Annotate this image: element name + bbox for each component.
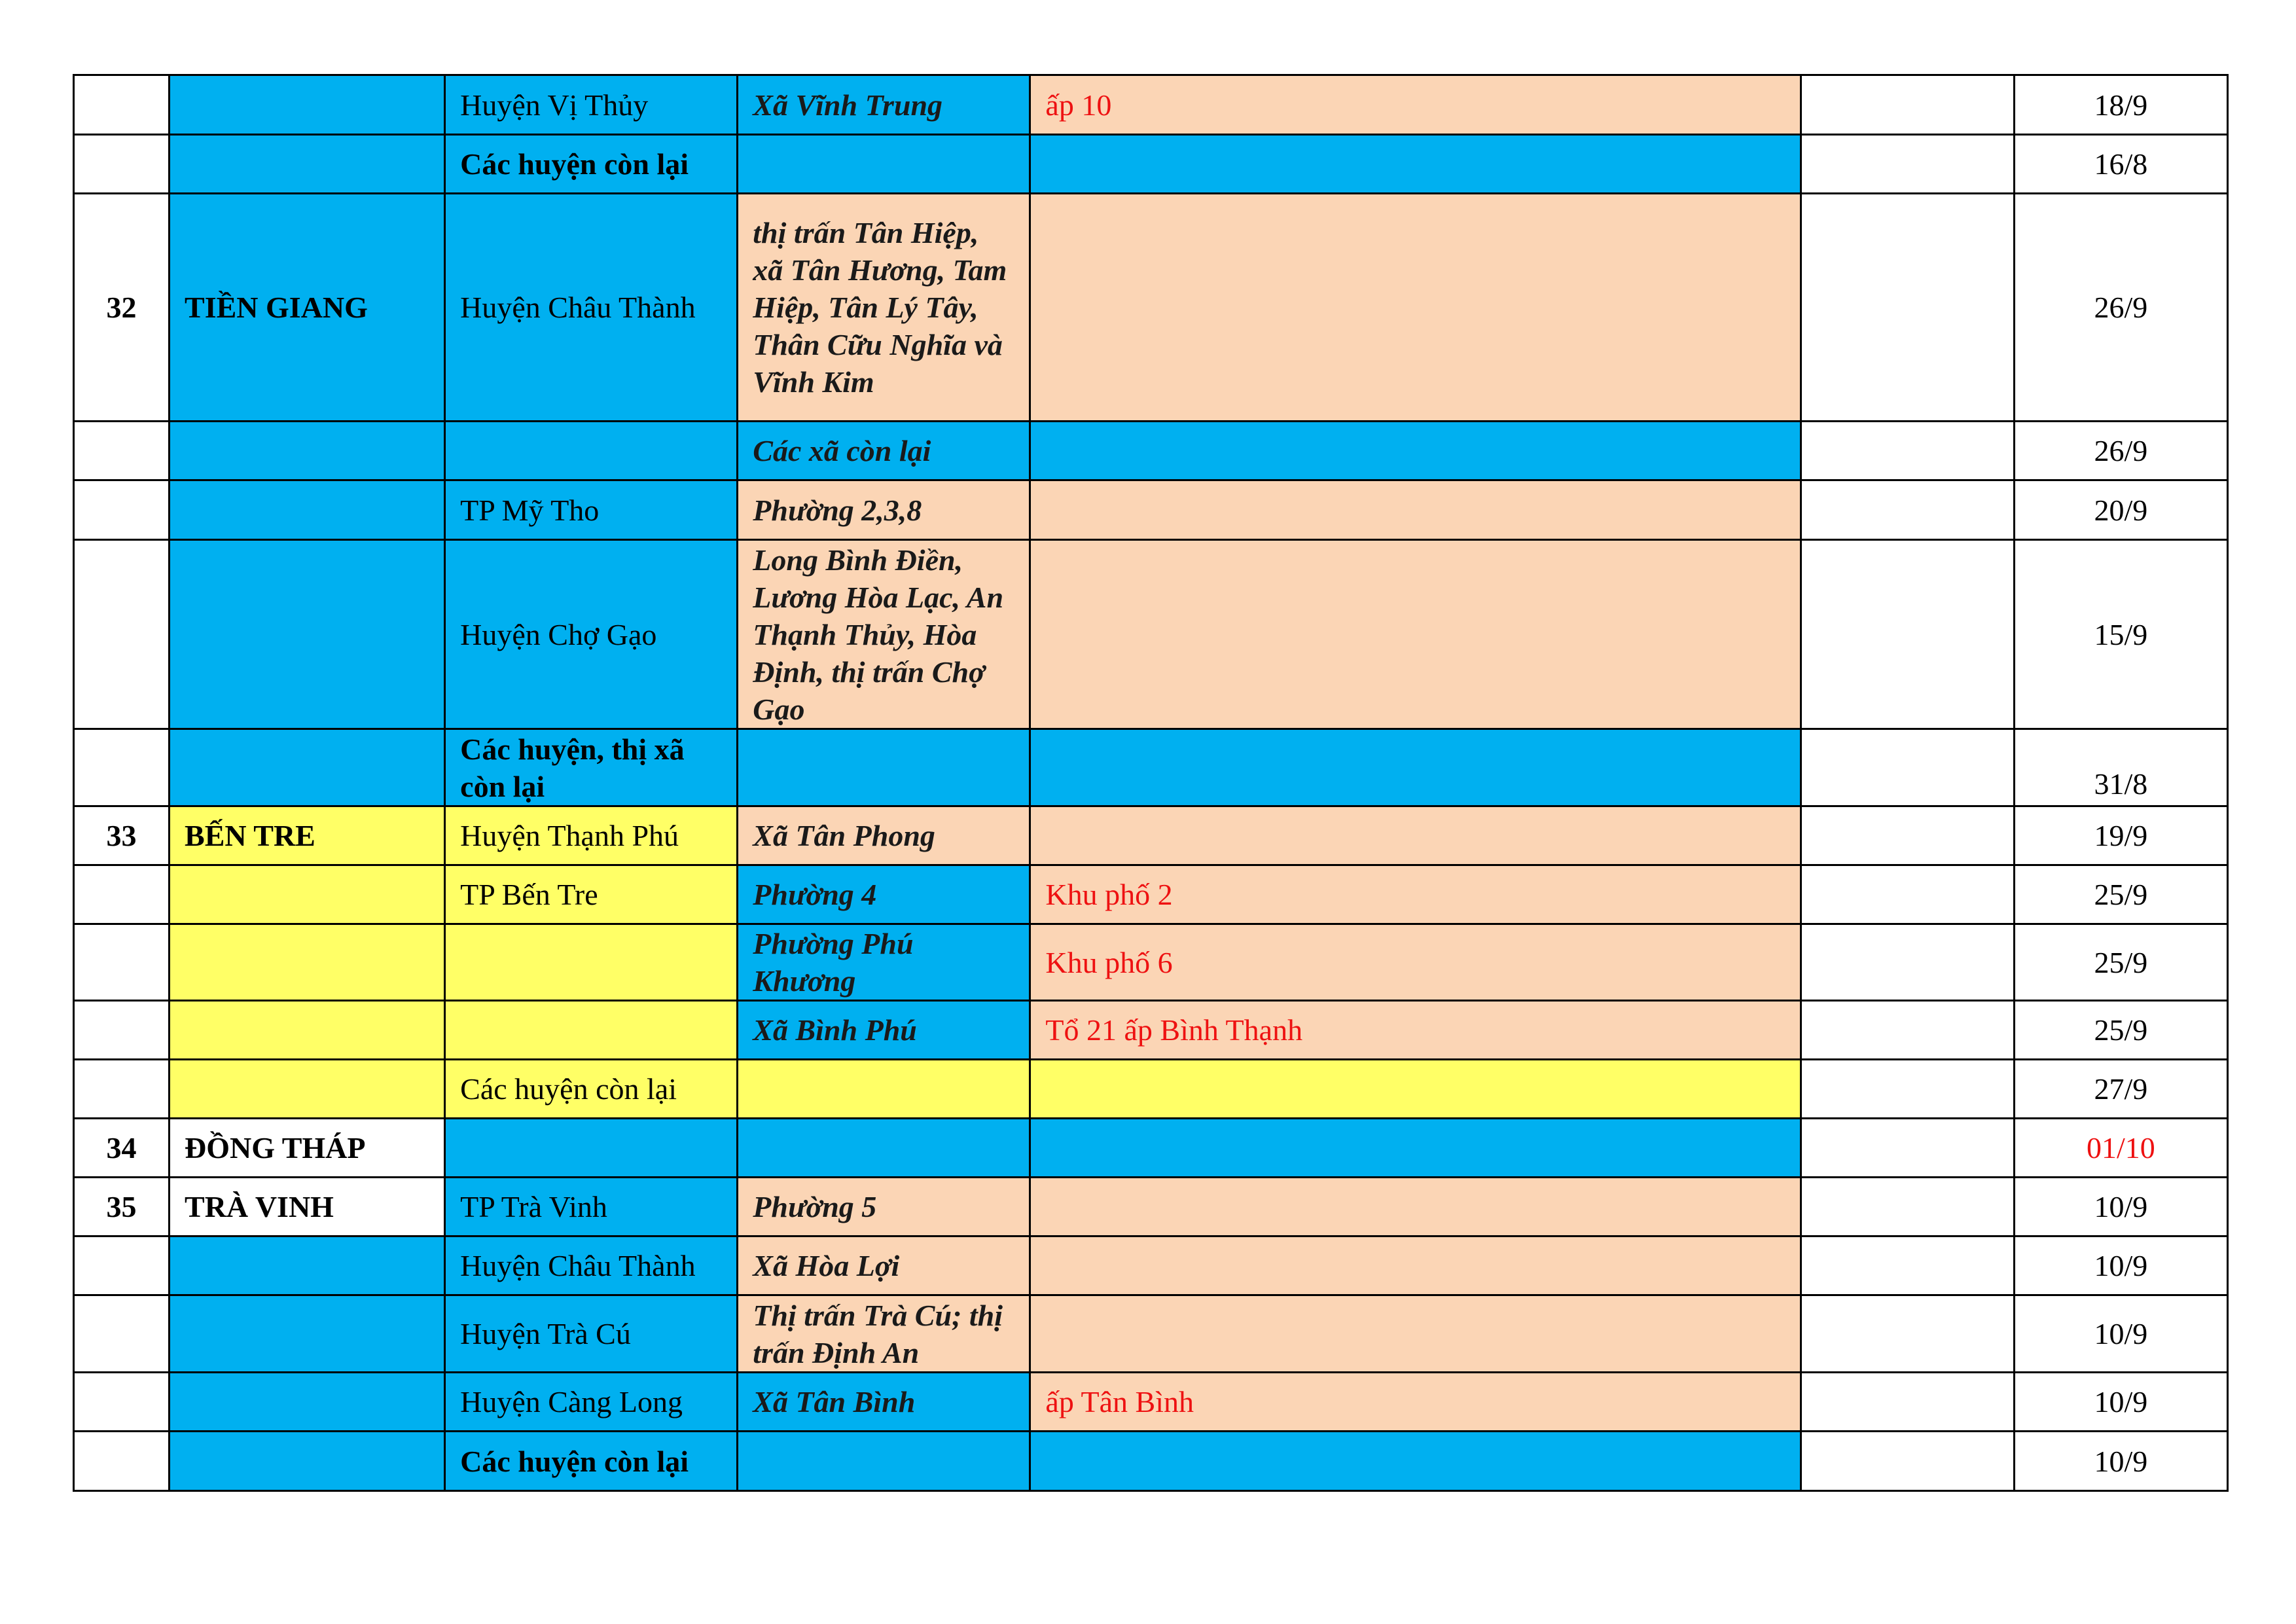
district-cell: TP Mỹ Tho	[445, 480, 738, 540]
hamlet-cell	[1030, 1060, 1801, 1119]
commune-cell: thị trấn Tân Hiệp, xã Tân Hương, Tam Hiệp, Tân Lý Tây, Thân Cữu Nghĩa và Vĩnh Kim	[738, 194, 1030, 422]
date-cell: 19/9	[2014, 806, 2227, 865]
commune-cell: Phường 4	[738, 865, 1030, 924]
hamlet-cell: Tổ 21 ấp Bình Thạnh	[1030, 1001, 1801, 1060]
province-cell	[170, 1432, 445, 1491]
district-cell	[445, 924, 738, 1001]
hamlet-cell	[1030, 1178, 1801, 1236]
stt-cell	[74, 480, 170, 540]
district-cell	[445, 1001, 738, 1060]
table-row	[74, 1432, 2228, 1491]
note-cell	[1801, 1236, 2014, 1295]
hamlet-cell: Khu phố 6	[1030, 924, 1801, 1001]
table-row	[74, 540, 2228, 729]
table-row	[74, 1295, 2228, 1373]
note-cell	[1801, 1432, 2014, 1491]
commune-cell: Phường 2,3,8	[738, 480, 1030, 540]
commune-cell: Long Bình Điền, Lương Hòa Lạc, An Thạnh Thủy, Hòa Định, thị trấn Chợ Gạo	[738, 540, 1030, 729]
date-cell: 25/9	[2014, 924, 2227, 1001]
note-cell	[1801, 1060, 2014, 1119]
date-cell: 25/9	[2014, 865, 2227, 924]
note-cell	[1801, 806, 2014, 865]
hamlet-cell	[1030, 135, 1801, 194]
table-row	[74, 1373, 2228, 1432]
commune-cell: Các xã còn lại	[738, 422, 1030, 480]
district-cell: TP Bến Tre	[445, 865, 738, 924]
note-cell	[1801, 1373, 2014, 1432]
province-cell	[170, 865, 445, 924]
table-row	[74, 806, 2228, 865]
province-cell	[170, 480, 445, 540]
date-cell: 26/9	[2014, 194, 2227, 422]
commune-cell: Phường Phú Khương	[738, 924, 1030, 1001]
date-cell: 10/9	[2014, 1432, 2227, 1491]
hamlet-cell	[1030, 480, 1801, 540]
note-cell	[1801, 75, 2014, 135]
date-cell: 31/8	[2014, 729, 2227, 806]
commune-cell: Xã Vĩnh Trung	[738, 75, 1030, 135]
district-cell: Huyện Châu Thành	[445, 1236, 738, 1295]
stt-cell	[74, 1295, 170, 1373]
date-cell: 10/9	[2014, 1236, 2227, 1295]
stt-cell: 32	[74, 194, 170, 422]
province-cell	[170, 75, 445, 135]
date-cell: 15/9	[2014, 540, 2227, 729]
stt-cell	[74, 1060, 170, 1119]
hamlet-cell	[1030, 806, 1801, 865]
date-cell: 27/9	[2014, 1060, 2227, 1119]
note-cell	[1801, 729, 2014, 806]
province-cell	[170, 1001, 445, 1060]
date-cell: 25/9	[2014, 1001, 2227, 1060]
table-row	[74, 1001, 2228, 1060]
district-cell: TP Trà Vinh	[445, 1178, 738, 1236]
note-cell	[1801, 865, 2014, 924]
commune-cell	[738, 1432, 1030, 1491]
stt-cell	[74, 540, 170, 729]
date-cell: 01/10	[2014, 1119, 2227, 1178]
table-row	[74, 135, 2228, 194]
note-cell	[1801, 422, 2014, 480]
province-cell	[170, 135, 445, 194]
stt-cell	[74, 865, 170, 924]
hamlet-cell	[1030, 422, 1801, 480]
district-cell: Các huyện, thị xã còn lại	[445, 729, 738, 806]
table-row	[74, 865, 2228, 924]
table-row	[74, 422, 2228, 480]
note-cell	[1801, 1295, 2014, 1373]
stt-cell: 35	[74, 1178, 170, 1236]
table-row	[74, 480, 2228, 540]
district-cell: Huyện Trà Cú	[445, 1295, 738, 1373]
stt-cell	[74, 75, 170, 135]
note-cell	[1801, 135, 2014, 194]
hamlet-cell	[1030, 1432, 1801, 1491]
district-cell: Các huyện còn lại	[445, 1060, 738, 1119]
province-cell	[170, 1373, 445, 1432]
hamlet-cell	[1030, 1295, 1801, 1373]
date-cell: 10/9	[2014, 1373, 2227, 1432]
province-cell: ĐỒNG THÁP	[170, 1119, 445, 1178]
date-cell: 20/9	[2014, 480, 2227, 540]
commune-cell: Phường 5	[738, 1178, 1030, 1236]
hamlet-cell: Khu phố 2	[1030, 865, 1801, 924]
stt-cell	[74, 1373, 170, 1432]
table-row	[74, 194, 2228, 422]
province-cell	[170, 1060, 445, 1119]
note-cell	[1801, 1001, 2014, 1060]
province-cell	[170, 1236, 445, 1295]
table-row	[74, 924, 2228, 1001]
date-cell: 26/9	[2014, 422, 2227, 480]
district-cell: Huyện Càng Long	[445, 1373, 738, 1432]
note-cell	[1801, 1119, 2014, 1178]
note-cell	[1801, 1178, 2014, 1236]
table-row	[74, 1119, 2228, 1178]
hamlet-cell: ấp 10	[1030, 75, 1801, 135]
table-row	[74, 729, 2228, 806]
commune-cell	[738, 1119, 1030, 1178]
district-cell	[445, 1119, 738, 1178]
date-cell: 18/9	[2014, 75, 2227, 135]
province-cell	[170, 540, 445, 729]
stt-cell	[74, 1236, 170, 1295]
district-cell: Huyện Châu Thành	[445, 194, 738, 422]
commune-cell: Thị trấn Trà Cú; thị trấn Định An	[738, 1295, 1030, 1373]
province-cell	[170, 1295, 445, 1373]
commune-cell: Xã Hòa Lợi	[738, 1236, 1030, 1295]
table-row	[74, 1178, 2228, 1236]
district-cell: Huyện Thạnh Phú	[445, 806, 738, 865]
schedule-table	[73, 74, 2229, 1492]
note-cell	[1801, 924, 2014, 1001]
hamlet-cell	[1030, 1119, 1801, 1178]
stt-cell	[74, 422, 170, 480]
stt-cell	[74, 924, 170, 1001]
hamlet-cell	[1030, 1236, 1801, 1295]
stt-cell	[74, 1432, 170, 1491]
district-cell: Các huyện còn lại	[445, 1432, 738, 1491]
stt-cell: 34	[74, 1119, 170, 1178]
district-cell: Huyện Chợ Gạo	[445, 540, 738, 729]
stt-cell	[74, 729, 170, 806]
province-cell	[170, 924, 445, 1001]
date-cell: 16/8	[2014, 135, 2227, 194]
table-row	[74, 1236, 2228, 1295]
commune-cell: Xã Tân Bình	[738, 1373, 1030, 1432]
province-cell	[170, 729, 445, 806]
province-cell: TIỀN GIANG	[170, 194, 445, 422]
district-cell	[445, 422, 738, 480]
stt-cell	[74, 135, 170, 194]
hamlet-cell	[1030, 194, 1801, 422]
hamlet-cell	[1030, 540, 1801, 729]
commune-cell: Xã Bình Phú	[738, 1001, 1030, 1060]
stt-cell	[74, 1001, 170, 1060]
commune-cell	[738, 135, 1030, 194]
date-cell: 10/9	[2014, 1295, 2227, 1373]
note-cell	[1801, 194, 2014, 422]
note-cell	[1801, 540, 2014, 729]
province-cell: BẾN TRE	[170, 806, 445, 865]
province-cell: TRÀ VINH	[170, 1178, 445, 1236]
province-cell	[170, 422, 445, 480]
commune-cell: Xã Tân Phong	[738, 806, 1030, 865]
district-cell: Huyện Vị Thủy	[445, 75, 738, 135]
commune-cell	[738, 1060, 1030, 1119]
district-cell: Các huyện còn lại	[445, 135, 738, 194]
table-row	[74, 1060, 2228, 1119]
hamlet-cell	[1030, 729, 1801, 806]
commune-cell	[738, 729, 1030, 806]
date-cell: 10/9	[2014, 1178, 2227, 1236]
stt-cell: 33	[74, 806, 170, 865]
hamlet-cell: ấp Tân Bình	[1030, 1373, 1801, 1432]
table-row	[74, 75, 2228, 135]
note-cell	[1801, 480, 2014, 540]
